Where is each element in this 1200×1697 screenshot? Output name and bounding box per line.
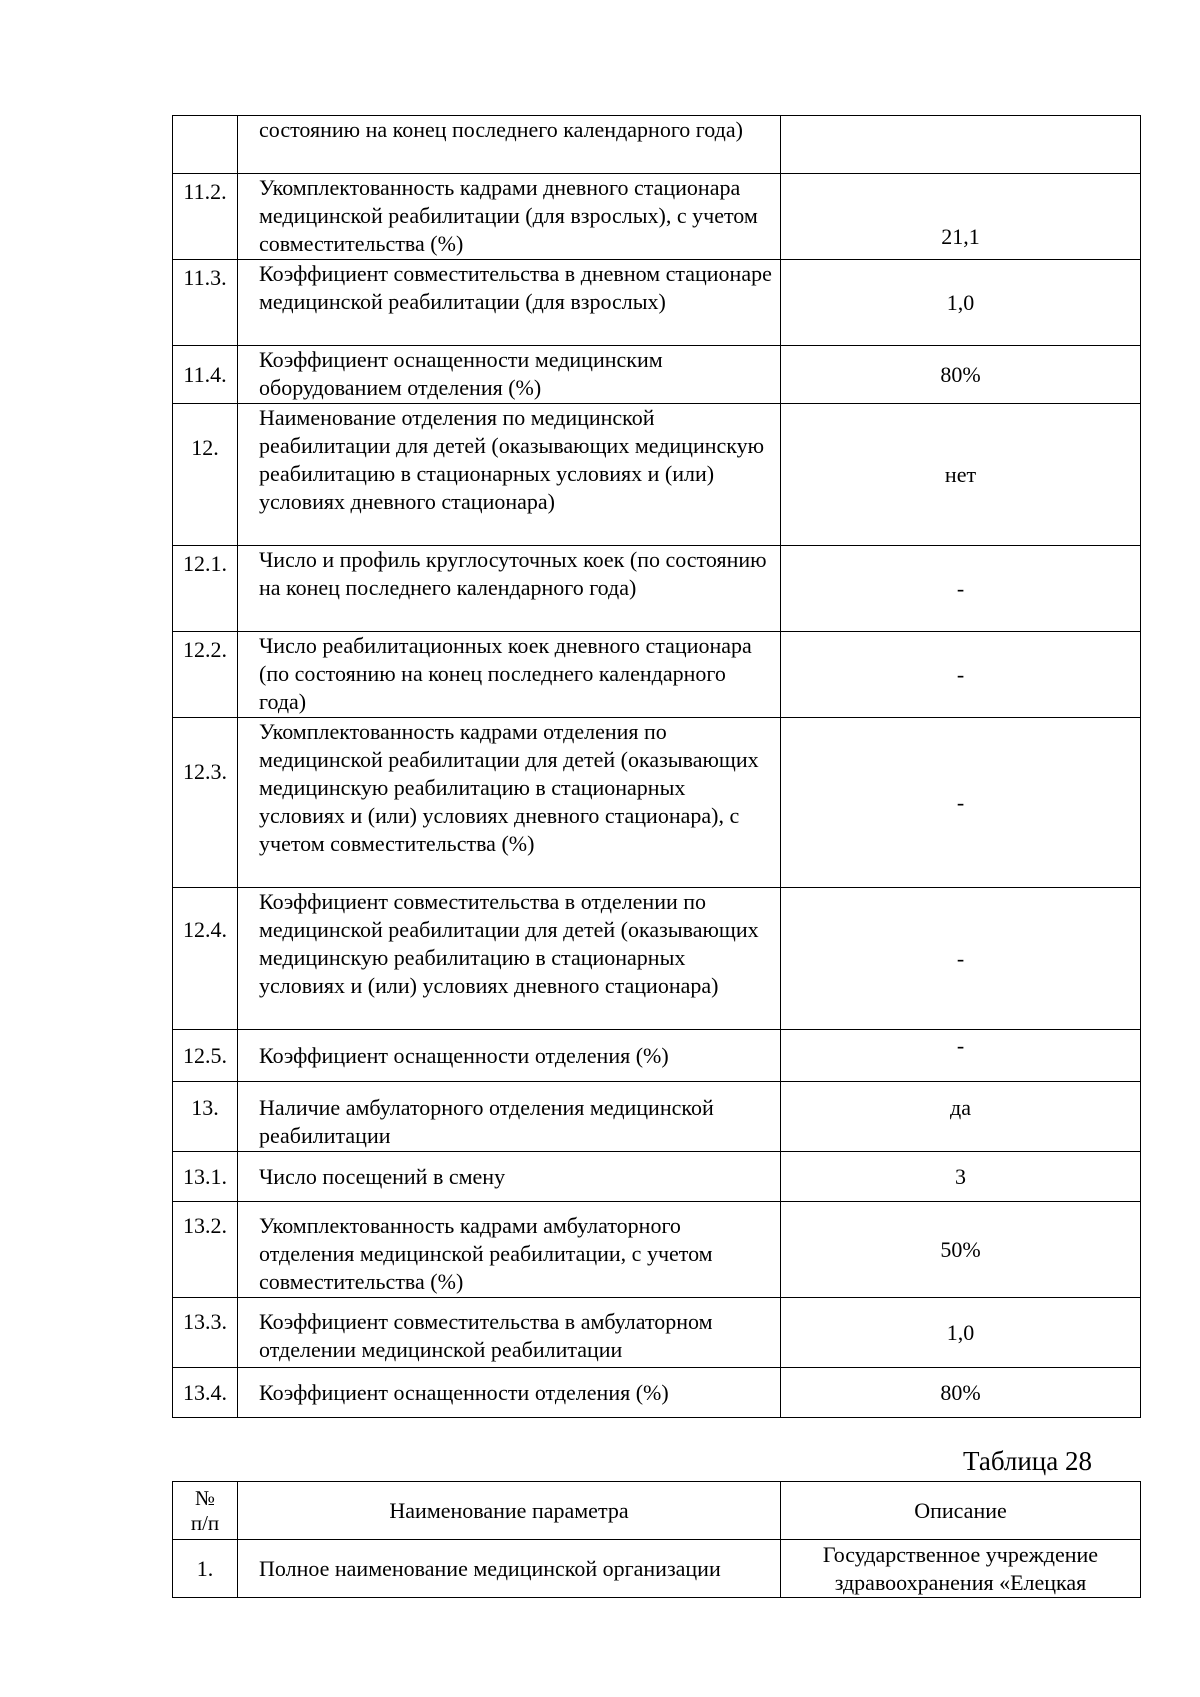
table-row bbox=[173, 546, 1141, 632]
header-number-line2: п/п bbox=[190, 1510, 220, 1535]
row-parameter: Число реабилитационных коек дневного стационара (по состоянию на конец последнего календарного года) bbox=[238, 632, 781, 718]
row-parameter: Число и профиль круглосуточных коек (по состоянию на конец последнего календарного года) bbox=[238, 546, 781, 632]
row-number: 13.1. bbox=[173, 1152, 238, 1202]
row-number: 12.3. bbox=[173, 718, 238, 888]
row-parameter: Коэффициент оснащенности отделения (%) bbox=[238, 1030, 781, 1082]
table-row bbox=[173, 174, 1141, 260]
row-value: 3 bbox=[781, 1152, 1141, 1202]
header-description: Описание bbox=[781, 1482, 1141, 1540]
table-row bbox=[173, 1540, 1141, 1598]
table-row bbox=[173, 1030, 1141, 1082]
row-number: 13. bbox=[173, 1082, 238, 1152]
row-value: - bbox=[781, 546, 1141, 632]
row-parameter: Укомплектованность кадрами отделения по медицинской реабилитации для детей (оказывающих медицинскую реабилитацию в стационарных условиях и (или) условиях дневного стационара), с учетом совместительства (%) bbox=[238, 718, 781, 888]
table-row bbox=[173, 1298, 1141, 1368]
row-parameter: Наличие амбулаторного отделения медицинской реабилитации bbox=[238, 1082, 781, 1152]
row-parameter: Коэффициент совместительства в амбулаторном отделении медицинской реабилитации bbox=[238, 1298, 781, 1368]
table-header-row bbox=[173, 1482, 1141, 1540]
row-number bbox=[173, 116, 238, 174]
row-parameter: Укомплектованность кадрами амбулаторного отделения медицинской реабилитации, с учетом совместительства (%) bbox=[238, 1202, 781, 1298]
row-value: 50% bbox=[781, 1202, 1141, 1298]
table-row bbox=[173, 1152, 1141, 1202]
row-number: 13.4. bbox=[173, 1368, 238, 1418]
row-number: 11.4. bbox=[173, 346, 238, 404]
row-value bbox=[781, 116, 1141, 174]
row-parameter: состоянию на конец последнего календарного года) bbox=[238, 116, 781, 174]
row-parameter: Коэффициент совместительства в отделении по медицинской реабилитации для детей (оказывающих медицинскую реабилитацию в стационарных условиях и (или) условиях дневного стационара) bbox=[238, 888, 781, 1030]
row-value: 80% bbox=[781, 1368, 1141, 1418]
row-number: 12.2. bbox=[173, 632, 238, 718]
header-parameter: Наименование параметра bbox=[238, 1482, 781, 1540]
row-value: 80% bbox=[781, 346, 1141, 404]
row-value: - bbox=[781, 718, 1141, 888]
row-parameter: Коэффициент оснащенности отделения (%) bbox=[238, 1368, 781, 1418]
row-value: - bbox=[781, 888, 1141, 1030]
row-parameter: Наименование отделения по медицинской реабилитации для детей (оказывающих медицинскую реабилитацию в стационарных условиях и (или) условиях дневного стационара) bbox=[238, 404, 781, 546]
row-number: 13.3. bbox=[173, 1298, 238, 1368]
row-parameter: Коэффициент совместительства в дневном стационаре медицинской реабилитации (для взрослых) bbox=[238, 260, 781, 346]
table-row bbox=[173, 404, 1141, 546]
row-value: 21,1 bbox=[781, 174, 1141, 260]
row-value: - bbox=[781, 632, 1141, 718]
row-number: 12. bbox=[173, 404, 238, 546]
header-number bbox=[173, 1482, 238, 1540]
row-number: 11.3. bbox=[173, 260, 238, 346]
row-value: Государственное учреждение здравоохранения «Елецкая bbox=[781, 1540, 1141, 1598]
row-parameter: Число посещений в смену bbox=[238, 1152, 781, 1202]
row-value: нет bbox=[781, 404, 1141, 546]
table-row bbox=[173, 1202, 1141, 1298]
table-row bbox=[173, 260, 1141, 346]
table-caption: Таблица 28 bbox=[963, 1446, 1092, 1476]
table-row bbox=[173, 346, 1141, 404]
row-number: 12.5. bbox=[173, 1030, 238, 1082]
table-row bbox=[173, 1368, 1141, 1418]
row-value: - bbox=[781, 1030, 1141, 1082]
table-row bbox=[173, 632, 1141, 718]
row-value: 1,0 bbox=[781, 1298, 1141, 1368]
row-number: 1. bbox=[173, 1540, 238, 1598]
table-row bbox=[173, 1082, 1141, 1152]
row-number: 12.4. bbox=[173, 888, 238, 1030]
row-value: да bbox=[781, 1082, 1141, 1152]
table-row bbox=[173, 718, 1141, 888]
row-parameter: Коэффициент оснащенности медицинским оборудованием отделения (%) bbox=[238, 346, 781, 404]
row-number: 13.2. bbox=[173, 1202, 238, 1298]
row-number: 11.2. bbox=[173, 174, 238, 260]
parameters-table-continued bbox=[172, 115, 1141, 1418]
row-parameter: Полное наименование медицинской организации bbox=[238, 1540, 781, 1598]
header-number-line1: № bbox=[194, 1485, 216, 1510]
row-value: 1,0 bbox=[781, 260, 1141, 346]
row-parameter: Укомплектованность кадрами дневного стационара медицинской реабилитации (для взрослых), с учетом совместительства (%) bbox=[238, 174, 781, 260]
table-row bbox=[173, 888, 1141, 1030]
parameters-table-28 bbox=[172, 1481, 1141, 1598]
row-number: 12.1. bbox=[173, 546, 238, 632]
table-row bbox=[173, 116, 1141, 174]
